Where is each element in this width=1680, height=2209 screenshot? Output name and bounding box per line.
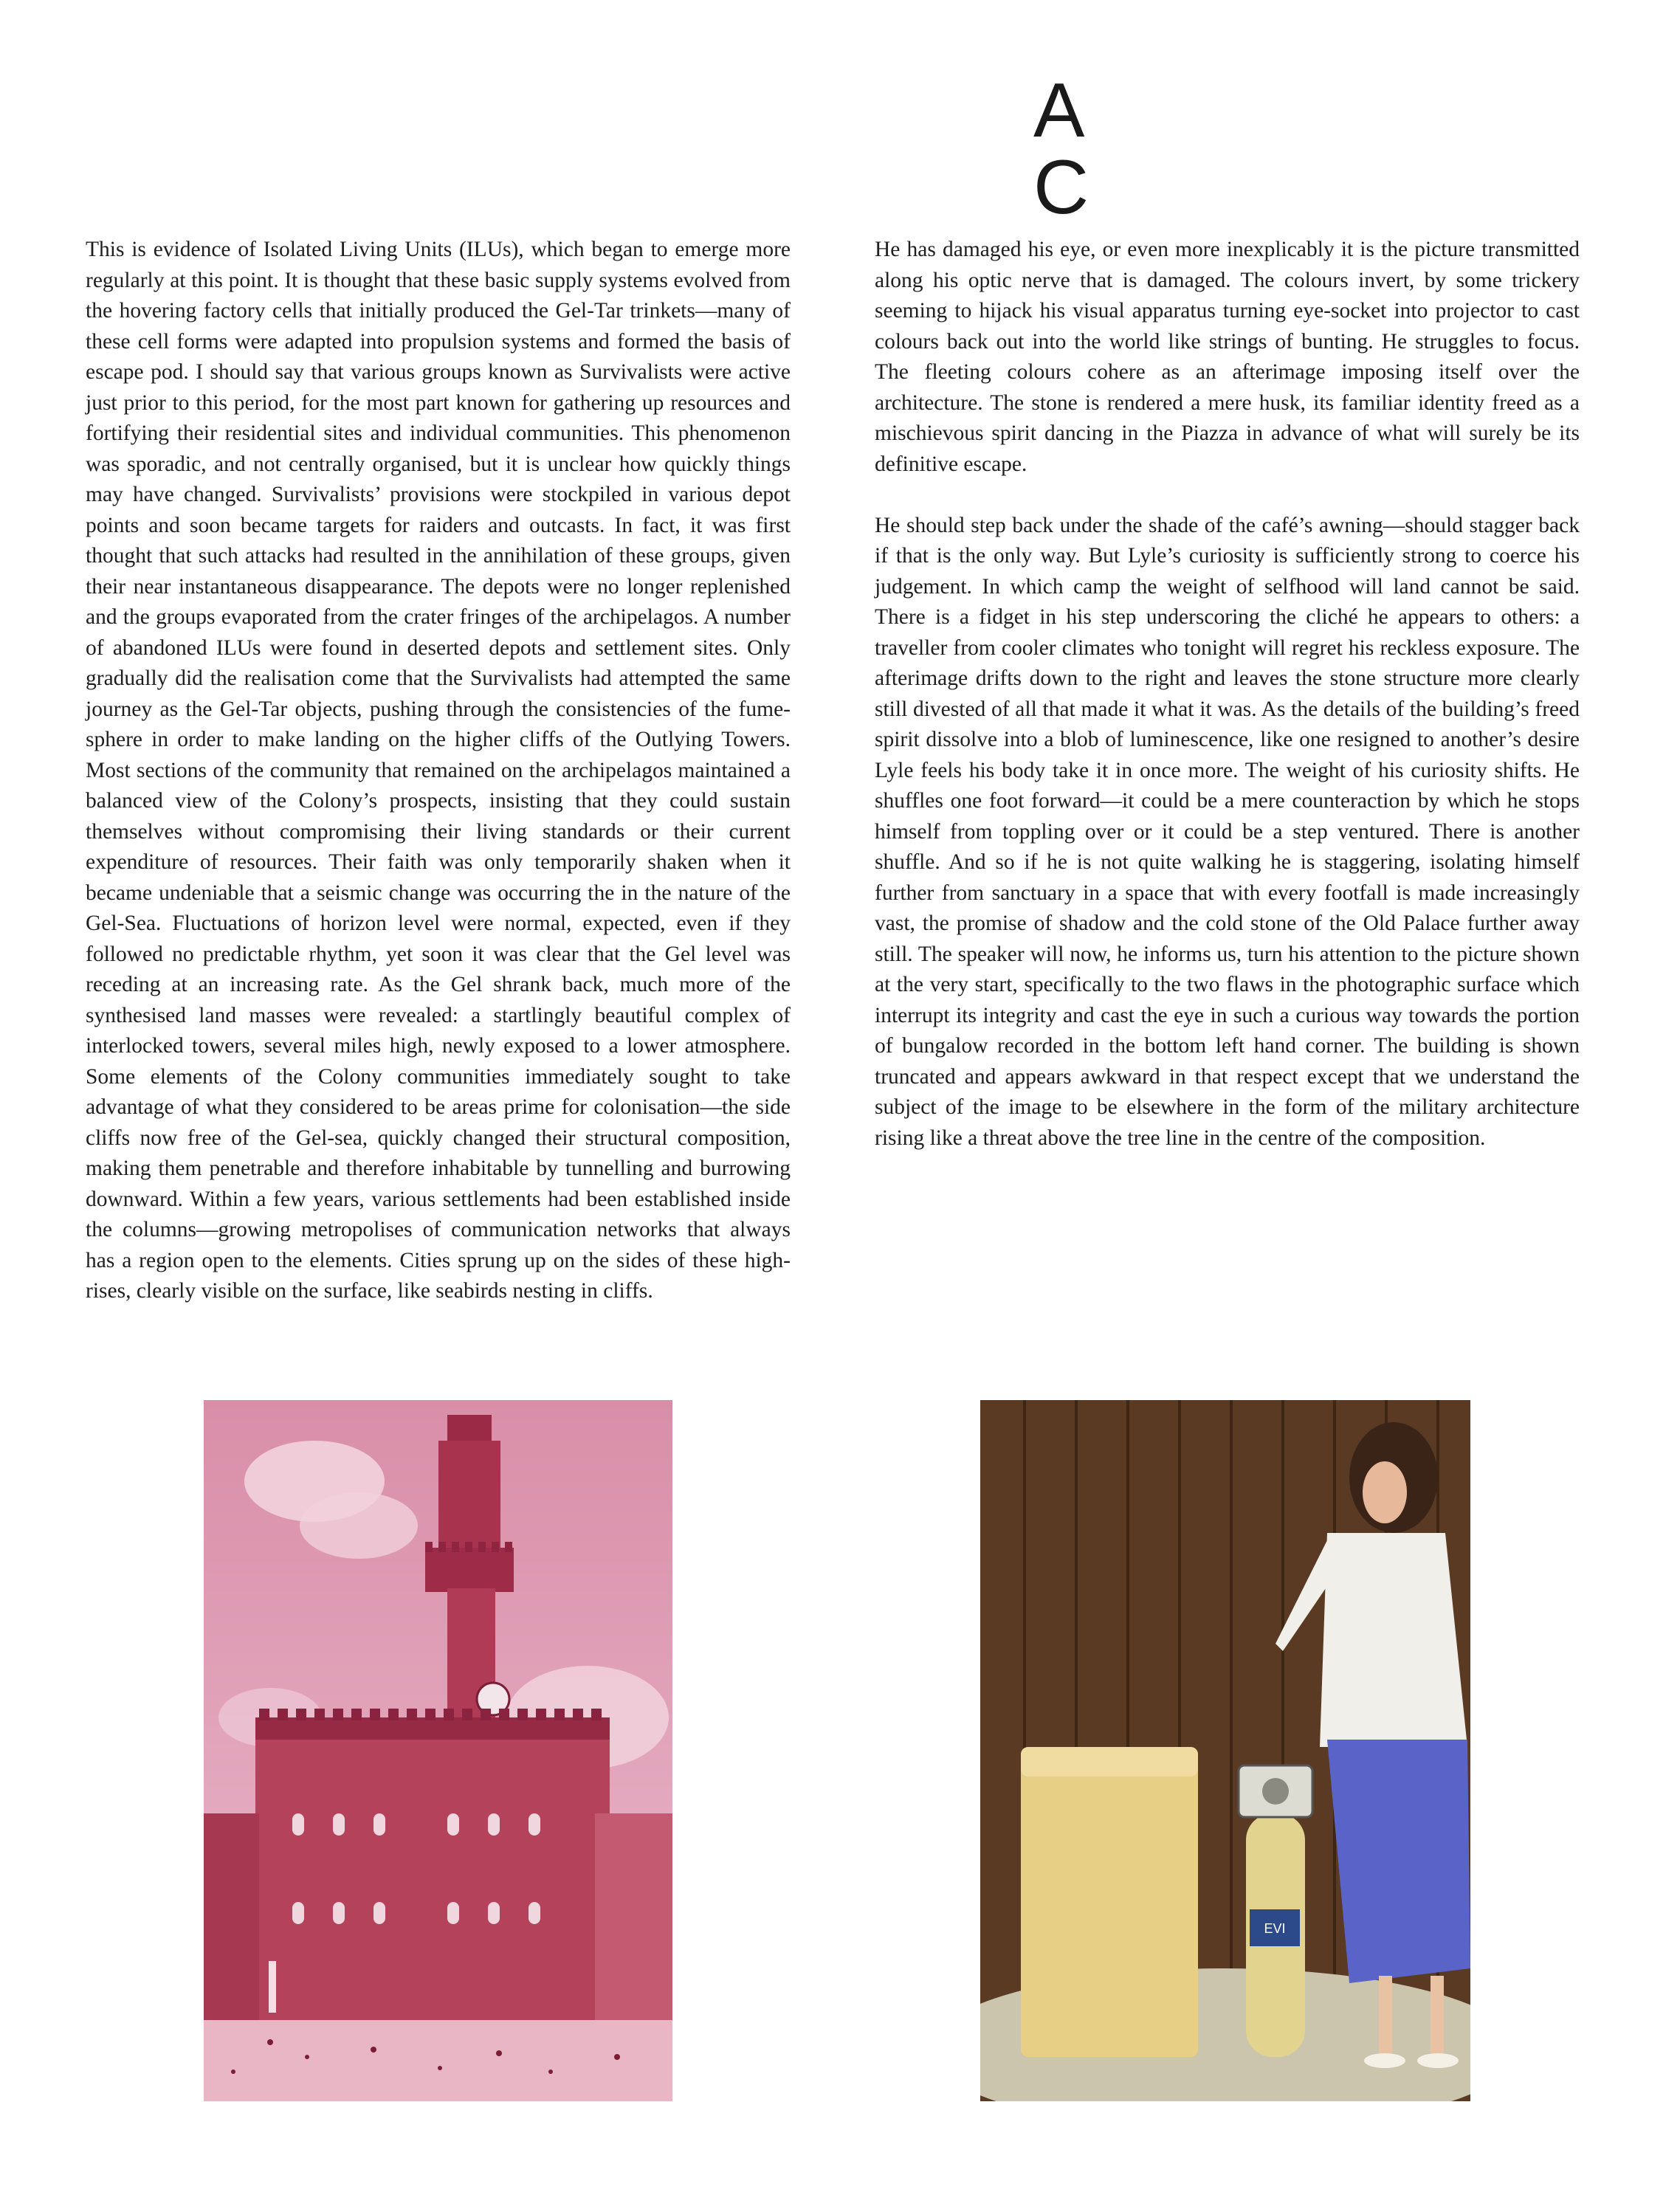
page-header-title: A C [1033,68,1098,230]
water-softener-demo-icon [980,1400,1470,2101]
right-paragraph: He should step back under the shade of the café’s awning—should stagger back if that is the only way. But Lyle’s curiosity is sufficiently strong to coerce his judgement. In which camp the weight of selfhood will land cannot be said. There is a fidget in his step underscoring the cliché he appears to others: a traveller from cooler climates who tonight will regret his reckless exposure. The afterimage drifts down to the right and leaves the stone structure more clearly still divested of all that made it what it was. As the details of the building’s freed spirit dissolve into a blob of luminescence, like one resigned to another’s desire Lyle feels his body take it in once more. The weight of his curiosity shifts. He shuffles one foot forward—it could be a mere counteraction by which he stops himself from toppling over or it could be a step ventured. There is another shuffle. And so if he is not quite walking he is staggering, isolating himself further from sanctuary in a space that with every footfall is made increasingly vast, the promise of shadow and the cold stone of the Old Palace further away still. The speaker will now, he informs us, turn his attention to the picture shown at the very start, specifically to the two flaws in the photographic surface which interrupt its integrity and cast the eye in such a curious way towards the portion of bungalow recorded in the bottom left hand corner. The building is shown truncated and appears awkward in that respect except that we understand the subject of the image to be elsewhere in the form of the military architecture rising like a threat above the tree line in the centre of the composition. [875,513,1580,1150]
left-paragraph: This is evidence of Isolated Living Units (ILUs), which began to emerge more regularly at this point. It is thought that these basic supply systems evolved from the hovering factory cells that initially produced the Gel-Tar trinkets—many of these cell forms were adapted into propulsion systems and formed the basis of escape pod. I should say that various groups known as Survivalists were active just prior to this period, for the most part known for gathering up resources and fortifying their residential sites and individual communities. This phenomenon was sporadic, and not centrally organised, but it is unclear how quickly things may have changed. Survivalists’ provisions were stockpiled in various depot points and soon became targets for raiders and outcasts. In fact, it was first thought that such attacks had resulted in the annihilation of these groups, given their near instantaneous disappearance. The depots were no longer replenished and the groups evaporated from the crater fringes of the archipelagos. A number of abandoned ILUs were found in deserted depots and settlement sites. Only gradually did the realisation come that the Survivalists had attempted the same journey as the Gel-Tar objects, pushing through the consistencies of the fume-sphere in order to make landing on the higher cliffs of the Outlying Towers. Most sections of the community that remained on the archipelagos maintained a balanced view of the Colony’s prospects, insisting that they could sustain themselves without compromising their living standards or their current expenditure of resources. Their faith was only temporarily shaken when it became undeniable that a seismic change was occurring the in the nature of the Gel-Sea. Fluctuations of horizon level were normal, expected, even if they followed no predictable rhythm, yet soon it was clear that the Gel level was receding at an increasing rate. As the Gel shrank back, much more of the synthesised land masses were revealed: a startlingly beautiful complex of interlocked towers, several miles high, newly exposed to a lower atmosphere. Some elements of the Colony communities immediately sought to take advantage of what they considered to be areas prime for colonisation—the side cliffs now free of the Gel-sea, quickly changed their structural composition, making them penetrable and therefore inhabitable by tunnelling and burrowing downward. Within a few years, various settlements had been established inside the columns—growing metropolises of communication networks that always has a region open to the elements. Cities sprung up on the sides of these high-rises, clearly visible on the surface, like seabirds nesting in cliffs. [86,238,791,1303]
water-softener-demo-photo [980,1400,1470,2101]
tank-label: EVI [1264,1921,1286,1936]
palace-tower-icon [204,1400,672,2101]
right-paragraph: He has damaged his eye, or even more inexplicably it is the picture transmitted along his optic nerve that is damaged. The colours invert, by some trickery seeming to hijack his visual apparatus turning eye-socket into projector to cast colours back out into the world like strings of bunting. He struggles to focus. The fleeting colours cohere as an afterimage imposing itself over the architecture. The stone is rendered a mere husk, its familiar identity freed as a mischievous spirit dancing in the Piazza in advance of what will surely be its definitive escape. [875,238,1580,476]
left-text-column [86,235,791,1307]
palace-tower-photo [204,1400,672,2101]
right-text-column [875,235,1580,1154]
